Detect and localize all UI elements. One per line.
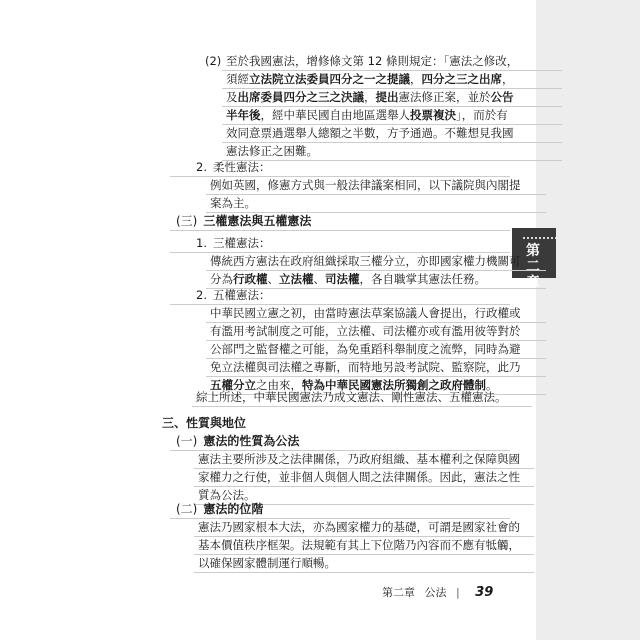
text-run: 公部門之監督權之可能，為免重蹈科舉制度之流弊，同時為避 [210,342,521,356]
text-run: 質為公法。 [198,488,256,502]
text-run: 及 [226,90,238,104]
bold-text: 立法權 [279,272,314,286]
bold-text: 立法院立法委員四分之一之提議 [249,72,410,86]
side-margin-band [536,0,640,640]
text-run: 有濫用考試制度之可能，立法權、司法權亦或有濫用彼等對於 [210,324,521,338]
bold-text: 出席委員四分之三之決議 [237,90,364,104]
text-run: 分為 [210,272,233,286]
item-five-power [196,286,270,304]
bold-text: 司法權 [325,272,360,286]
text-line [198,554,336,572]
bold-text: 四分之三之出席 [421,72,502,86]
section-title: 憲法的性質為公法 [203,434,300,448]
section-heading-public-law [176,432,299,450]
p2-marker: (2) [205,54,222,68]
divider [206,194,546,195]
page-footer [382,584,493,602]
text-line [210,340,521,358]
text-run: 、 [313,272,325,286]
text-line [198,450,520,468]
bold-text: 投票複決 [410,108,456,122]
text-line [210,194,256,212]
section-heading-three-five-power [176,212,311,230]
text-run: 綜上所述，中華民國憲法乃成文憲法、剛性憲法、五權憲法。 [196,390,507,404]
text-line [210,304,521,322]
text-run: 基本價值秩序框架。法規範有其上下位階乃內容而不應有牴觸， [198,538,520,552]
section-number: (一) [176,434,198,448]
item-three-power [196,234,270,252]
text-line [226,52,518,70]
chapter-tab-label: 第二章 [526,243,540,291]
text-run: 。 [486,378,498,392]
text-run: 憲法乃國家根本大法，亦為國家權力的基礎，可謂是國家社會的 [198,520,520,534]
item-number: 2. [196,160,207,174]
text-line [210,322,521,340]
bold-text: 半年後 [226,108,261,122]
item-title: 三權憲法： [212,236,271,250]
text-line [226,70,514,88]
text-line [210,176,521,194]
text-run: 免立法權與司法權之專斷，而特地另設考試院、監察院，此乃 [210,360,521,374]
text-line [198,518,520,536]
text-line [198,536,520,554]
text-run: 例如英國，修憲方式與一般法律議案相同，以下議院與內閣提 [210,178,521,192]
text-line [226,106,508,124]
item-number: 2. [196,288,207,302]
bold-text: 公告 [490,90,514,104]
text-line [210,358,521,376]
text-run: 憲法修正之困難。 [226,144,318,158]
text-run: 」，而於有 [456,108,508,122]
item-title: 柔性憲法： [212,160,271,174]
text-run: 憲法主要所涉及之法律關係，乃政府組織、基本權利之保障與國 [198,452,520,466]
text-run: 至於我國憲法，增修條文第 12 條則規定：「憲法之修改， [226,54,519,68]
text-run: ，各自職掌其憲法任務。 [359,272,486,286]
item-number: 1. [196,236,207,250]
section-title: 憲法的位階 [203,502,264,516]
text-run: ， [364,90,376,104]
bold-text: 提出 [375,90,399,104]
text-run: ， [502,72,514,86]
text-line [196,388,507,406]
text-run: 效同意票過選舉人總額之半數，方予通過。不難想見我國 [226,126,514,140]
divider [192,406,532,407]
section-heading-nature: 三、性質與地位 [162,416,247,430]
section-number: (三) [176,214,198,228]
text-run: 家權力之行使，並非個人與個人間之法律關係。因此，憲法之性 [198,470,520,484]
footer-section: 公法 [424,586,447,599]
section-number: (二) [176,502,198,516]
divider [222,160,562,161]
bold-text: 行政權 [233,272,268,286]
section-heading-hierarchy [176,500,263,518]
text-run: 案為主。 [210,196,256,210]
page-number: 39 [475,585,494,600]
bold-text: 五權分立 [210,378,256,392]
text-run: 中華民國立憲之初，由當時憲法草案協議人會提出，行政權或 [210,306,521,320]
item-title: 五權憲法： [212,288,271,302]
text-line [210,252,521,270]
text-run: 憲法修正案，並於 [398,90,491,104]
text-run: 之由來， [256,378,302,392]
footer-chapter: 第二章 [382,586,415,599]
text-line [198,468,520,486]
section-title: 三權憲法與五權憲法 [203,214,312,228]
item-flexible-constitution [196,158,270,176]
divider [170,230,510,231]
text-run: 須經 [226,72,249,86]
footer-separator: | [456,586,460,599]
bold-text: 特為中華民國憲法所獨創之政府體制 [302,378,486,392]
text-run: 以確保國家體制運行順暢。 [198,556,336,570]
text-run: ， [410,72,422,86]
text-line [226,124,514,142]
text-run: 傳統西方憲法在政府組織採取三權分立，亦即國家權力機關可 [210,254,521,268]
divider [194,572,534,573]
text-run: 、 [267,272,279,286]
text-run: ，經中華民國自由地區選舉人 [260,108,410,122]
text-line [226,88,514,106]
